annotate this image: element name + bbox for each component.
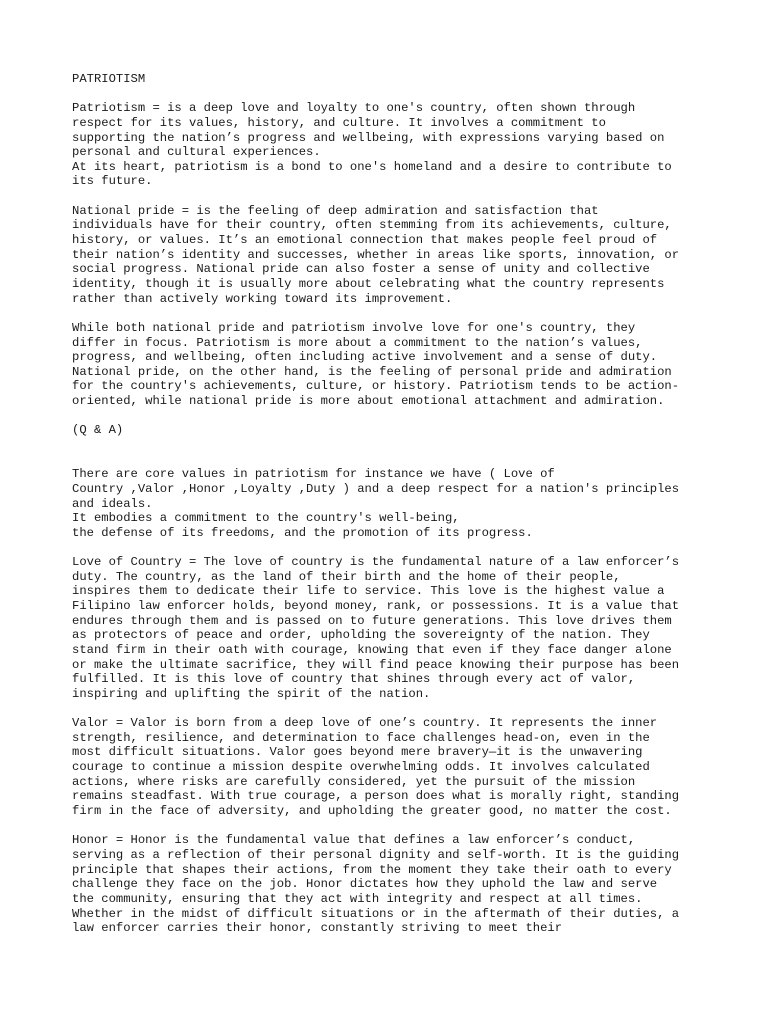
text-line: and ideals. — [72, 496, 153, 511]
paragraph-national-pride-definition — [72, 204, 712, 306]
text-line: their nation’s identity and successes, whether in areas like sports, innovation, or — [72, 247, 680, 262]
spacer — [72, 189, 712, 204]
text-line: National pride = is the feeling of deep admiration and satisfaction that — [72, 203, 599, 218]
text-line: It embodies a commitment to the country's well-being, — [72, 511, 460, 526]
text-line: social progress. National pride can also foster a sense of unity and collective — [72, 262, 650, 277]
paragraph-honor — [72, 833, 712, 935]
text-line: Honor = Honor is the fundamental value that defines a law enforcer’s conduct, — [72, 833, 636, 848]
spacer — [72, 702, 712, 717]
spacer — [72, 87, 712, 102]
text-line: inspires them to dedicate their life to service. This love is the highest value a — [72, 584, 665, 599]
text-line: respect for its values, history, and culture. It involves a commitment to — [72, 115, 606, 130]
text-line: Love of Country = The love of country is the fundamental nature of a law enforcer’s — [72, 555, 680, 570]
text-line: law enforcer carries their honor, constantly striving to meet their — [72, 921, 563, 936]
paragraph-comparison — [72, 321, 712, 409]
text-line: differ in focus. Patriotism is more about a commitment to the nation’s values, — [72, 335, 643, 350]
text-line: the community, ensuring that they act with integrity and respect at all times. — [72, 891, 643, 906]
text-line: the defense of its freedoms, and the promotion of its progress. — [72, 525, 533, 540]
text-line: for the country's achievements, culture, or history. Patriotism tends to be action- — [72, 379, 680, 394]
text-line: (Q & A) — [72, 423, 124, 438]
text-line: stand firm in their oath with courage, knowing that even if they face danger alone — [72, 643, 672, 657]
spacer — [72, 541, 712, 556]
paragraph-qa-marker — [72, 423, 712, 438]
text-line: identity, though it is usually more about celebrating what the country represents — [72, 276, 665, 291]
text-line: At its heart, patriotism is a bond to one's homeland and a desire to contribute to — [72, 159, 672, 174]
text-line: There are core values in patriotism for instance we have ( Love of — [72, 467, 555, 482]
paragraph-love-of-country — [72, 555, 712, 701]
text-line: or make the ultimate sacrifice, they will find peace knowing their purpose has been — [72, 657, 680, 672]
spacer — [72, 438, 712, 467]
text-line: strength, resilience, and determination to face challenges head-on, even in the — [72, 730, 650, 745]
text-line: history, or values. It’s an emotional connection that makes people feel proud of — [72, 233, 658, 248]
text-line: National pride, on the other hand, is the feeling of personal pride and admiration — [72, 364, 672, 379]
text-line: fulfilled. It is this love of country that shines through every act of valor, — [72, 672, 636, 687]
text-line: individuals have for their country, often stemming from its achievements, culture, — [72, 218, 672, 233]
paragraph-valor — [72, 716, 712, 818]
text-line: While both national pride and patriotism involve love for one's country, they — [72, 320, 636, 335]
spacer — [72, 409, 712, 424]
text-line: Whether in the midst of difficult situations or in the aftermath of their duties, a — [72, 906, 680, 921]
text-line: actions, where risks are carefully considered, yet the pursuit of the mission — [72, 774, 636, 789]
text-line: personal and cultural experiences. — [72, 145, 321, 160]
text-line: Country ,Valor ,Honor ,Loyalty ,Duty ) and a deep respect for a nation's principles — [72, 481, 680, 496]
text-line: Patriotism = is a deep love and loyalty to one's country, often shown through — [72, 101, 636, 116]
text-line: Valor = Valor is born from a deep love of one’s country. It represents the inner — [72, 716, 658, 731]
spacer — [72, 819, 712, 834]
text-line: as protectors of peace and order, upholding the sovereignty of the nation. They — [72, 628, 650, 643]
document-page — [72, 72, 712, 936]
text-line: endures through them and is passed on to future generations. This love drives them — [72, 613, 672, 628]
text-line: principle that shapes their actions, from the moment they take their oath to every — [72, 862, 672, 877]
text-line: supporting the nation’s progress and wellbeing, with expressions varying based on — [72, 130, 665, 145]
text-line: most difficult situations. Valor goes beyond mere bravery—it is the unwavering — [72, 745, 643, 760]
spacer — [72, 306, 712, 321]
paragraph-core-values — [72, 467, 712, 540]
document-title: PATRIOTISM — [72, 72, 146, 86]
text-line: remains steadfast. With true courage, a person does what is morally right, standing — [72, 789, 680, 804]
text-line: its future. — [72, 174, 153, 189]
text-line: serving as a reflection of their personal dignity and self-worth. It is the guiding — [72, 847, 680, 862]
text-line: rather than actively working toward its improvement. — [72, 291, 453, 306]
text-line: challenge they face on the job. Honor dictates how they uphold the law and serve — [72, 877, 658, 892]
text-line: courage to continue a mission despite overwhelming odds. It involves calculated — [72, 760, 650, 775]
text-line: oriented, while national pride is more about emotional attachment and admiration. — [72, 394, 665, 409]
text-line: inspiring and uplifting the spirit of the nation. — [72, 686, 431, 701]
text-line: Filipino law enforcer holds, beyond money, rank, or possessions. It is a value that — [72, 599, 680, 614]
text-line: progress, and wellbeing, often including active involvement and a sense of duty. — [72, 350, 658, 365]
text-line: duty. The country, as the land of their birth and the home of their people, — [72, 569, 621, 584]
text-line: firm in the face of adversity, and upholding the greater good, no matter the cost. — [72, 804, 672, 819]
paragraph-patriotism-definition — [72, 101, 712, 189]
